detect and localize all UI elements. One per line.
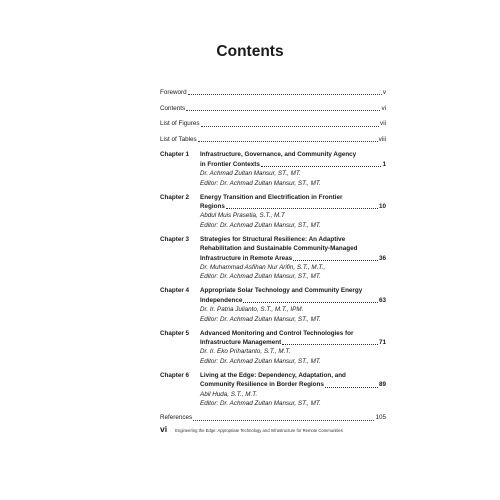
chapter-editor: Editor: Dr. Achmad Zultan Mansur, ST., MT. xyxy=(200,273,321,281)
chapter-editor: Editor: Dr. Achmad Zultan Mansur, ST., MT. xyxy=(200,400,321,408)
chapter-title-line: Living at the Edge: Dependency, Adaptation, and xyxy=(200,371,346,379)
chapter-title-last-line xyxy=(200,338,386,347)
leader-dots xyxy=(201,126,380,127)
chapter-label: Chapter 2 xyxy=(160,193,190,201)
toc-entry-foreword[interactable] xyxy=(160,88,386,97)
toc-chapter-2[interactable] xyxy=(160,193,386,231)
toc-entry-page: viii xyxy=(378,135,386,143)
toc-entry-page: v xyxy=(382,89,386,96)
leader-dots xyxy=(293,260,378,261)
chapter-body xyxy=(200,329,386,367)
toc-chapter-6[interactable] xyxy=(160,371,386,409)
chapter-body xyxy=(200,193,386,231)
chapter-title-line: Rehabilitation and Sustainable Community-Managed xyxy=(200,245,358,253)
chapter-author: Dr. Muhammad Asfihan Nur Arifin, S.T., M.T., xyxy=(200,264,326,272)
table-of-contents xyxy=(160,88,386,423)
toc-entry-label: Foreword xyxy=(160,89,187,96)
toc-entry-list-of-figures[interactable] xyxy=(160,119,386,128)
chapter-title-line: Strategies for Structural Resilience: An Adaptive xyxy=(200,235,346,243)
toc-chapter-3[interactable] xyxy=(160,235,386,282)
footer-page-number: vi xyxy=(160,424,168,434)
chapter-label: Chapter 4 xyxy=(160,287,190,295)
chapter-title-last-line xyxy=(200,160,386,169)
chapter-title-last-line xyxy=(200,296,386,305)
chapter-author: Dr. Achmad Zultan Mansur, ST., MT. xyxy=(200,170,301,178)
chapter-title-text: Infrastructure Management xyxy=(200,339,282,347)
chapter-title-line: Infrastructure, Governance, and Community Agency xyxy=(200,151,357,159)
chapter-author: Abdul Muis Prasetia, S.T., M.T xyxy=(200,212,285,220)
chapter-editor: Editor: Dr. Achmad Zultan Mansur, ST., MT. xyxy=(200,357,321,365)
page-title: Contents xyxy=(216,43,284,60)
chapter-title-line: Appropriate Solar Technology and Community Energy xyxy=(200,287,363,295)
chapter-body xyxy=(200,235,386,282)
chapter-title-text: Regions xyxy=(200,203,225,210)
toc-chapter-4[interactable] xyxy=(160,286,386,324)
chapter-body xyxy=(200,150,386,188)
chapter-page: 1 xyxy=(382,160,386,168)
chapter-author: Dr. Ir. Patria Julianto, S.T., M.T., IPM. xyxy=(200,306,304,314)
chapter-editor: Editor: Dr. Achmad Zultan Mansur, ST., MT. xyxy=(200,221,321,229)
toc-chapter-1[interactable] xyxy=(160,150,386,188)
leader-dots xyxy=(198,141,378,142)
chapter-page: 36 xyxy=(378,254,386,262)
chapter-title-last-line xyxy=(200,254,386,263)
chapter-author: Abil Huda, S.T., M.T. xyxy=(200,390,258,398)
leader-dots xyxy=(282,344,378,345)
leader-dots xyxy=(188,94,382,95)
chapter-title-text: in Frontier Contexts xyxy=(200,160,260,168)
toc-entry-page: 105 xyxy=(375,414,386,422)
toc-entry-label: List of Figures xyxy=(160,120,200,128)
chapter-title-text: Independence xyxy=(200,296,243,304)
chapter-body xyxy=(200,286,386,324)
chapter-editor: Editor: Dr. Achmad Zultan Mansur, ST., MT. xyxy=(200,315,321,323)
chapter-label: Chapter 3 xyxy=(160,235,190,243)
chapter-title-text: Infrastructure in Remote Areas xyxy=(200,254,293,262)
toc-entry-label: Contents xyxy=(160,104,186,112)
chapter-title-last-line xyxy=(200,380,386,389)
toc-entry-list-of-tables[interactable] xyxy=(160,135,386,144)
chapter-page: 89 xyxy=(378,381,386,389)
chapter-label: Chapter 1 xyxy=(160,151,190,159)
toc-entry-page: vi xyxy=(381,104,386,112)
chapter-title-last-line xyxy=(200,202,386,211)
chapter-label: Chapter 5 xyxy=(160,329,190,337)
toc-entry-label: References xyxy=(160,414,193,422)
leader-dots xyxy=(243,302,378,303)
leader-dots xyxy=(261,166,382,167)
leader-dots xyxy=(193,420,374,421)
toc-entry-references[interactable] xyxy=(160,413,386,422)
chapter-page: 10 xyxy=(378,203,386,210)
chapter-page: 63 xyxy=(378,296,386,304)
chapter-body xyxy=(200,371,386,409)
chapter-author: Dr. Ir. Eko Prihartanto, S.T., M.T. xyxy=(200,348,291,356)
leader-dots xyxy=(186,110,380,111)
chapter-title-line: Energy Transition and Electrification in Frontier xyxy=(200,193,343,201)
footer-running-title: Engineering the Edge: Appropriate Technology and Infrastructure for Remote Communities xyxy=(175,428,343,433)
page-footer xyxy=(160,424,390,434)
chapter-title-text: Community Resilience in Border Regions xyxy=(200,381,324,389)
chapter-title-line: Advanced Monitoring and Control Technologies for xyxy=(200,329,354,337)
toc-entry-contents[interactable] xyxy=(160,104,386,113)
toc-chapter-5[interactable] xyxy=(160,329,386,367)
chapter-page: 71 xyxy=(378,339,386,347)
toc-entry-page: vii xyxy=(380,120,386,128)
leader-dots xyxy=(226,208,378,209)
leader-dots xyxy=(325,387,378,388)
chapter-editor: Editor: Dr. Achmad Zultan Mansur, ST., MT. xyxy=(200,179,321,187)
toc-entry-label: List of Tables xyxy=(160,135,197,143)
chapter-label: Chapter 6 xyxy=(160,371,190,379)
